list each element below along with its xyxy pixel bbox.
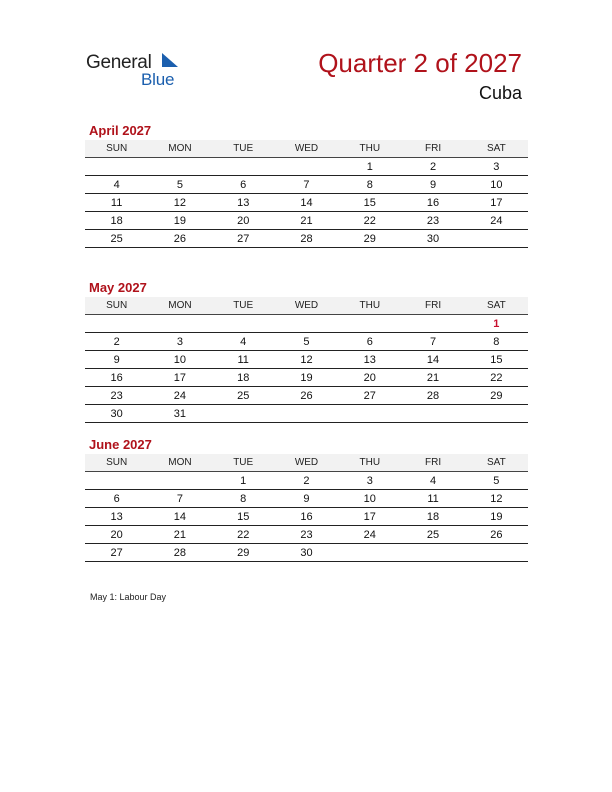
- day-cell: 13: [338, 351, 401, 369]
- weekday-header: THU: [338, 297, 401, 315]
- day-cell: 27: [212, 230, 275, 248]
- day-cell: [401, 315, 464, 333]
- day-cell: 25: [212, 387, 275, 405]
- day-cell: 27: [85, 544, 148, 562]
- day-cell: 7: [148, 490, 211, 508]
- day-cell: 16: [401, 194, 464, 212]
- day-cell: 1: [212, 472, 275, 490]
- day-cell: 6: [85, 490, 148, 508]
- logo-triangle-icon: [160, 52, 180, 70]
- logo-blue-text: Blue: [141, 70, 175, 89]
- day-cell: [148, 472, 211, 490]
- day-cell: 13: [85, 508, 148, 526]
- country-name: Cuba: [478, 83, 522, 103]
- day-cell: 28: [148, 544, 211, 562]
- month-title: May 2027: [89, 280, 147, 295]
- weekday-header: SUN: [85, 297, 148, 315]
- week-row: [85, 472, 528, 490]
- week-row: [85, 490, 528, 508]
- weekday-header: THU: [338, 140, 401, 158]
- day-cell: [148, 315, 211, 333]
- weekday-header: SAT: [465, 297, 528, 315]
- week-row: [85, 508, 528, 526]
- day-cell: 8: [465, 333, 528, 351]
- day-cell: [85, 472, 148, 490]
- generalblue-logo: [86, 50, 186, 90]
- day-cell: 25: [401, 526, 464, 544]
- day-cell: [338, 544, 401, 562]
- weekday-header: WED: [275, 140, 338, 158]
- week-row: [85, 158, 528, 176]
- day-cell: 21: [275, 212, 338, 230]
- day-cell: 4: [85, 176, 148, 194]
- day-cell: 20: [212, 212, 275, 230]
- day-cell: 19: [275, 369, 338, 387]
- day-cell: 15: [465, 351, 528, 369]
- day-cell: [85, 158, 148, 176]
- day-cell: 2: [85, 333, 148, 351]
- month-june: [85, 436, 528, 562]
- day-cell: 17: [148, 369, 211, 387]
- day-cell: 12: [275, 351, 338, 369]
- day-cell: 2: [401, 158, 464, 176]
- day-cell: 14: [148, 508, 211, 526]
- page-title: Quarter 2 of 2027: [318, 48, 522, 78]
- logo-general-text: General: [86, 52, 152, 73]
- day-cell: 29: [338, 230, 401, 248]
- day-cell: 19: [465, 508, 528, 526]
- day-cell: 4: [401, 472, 464, 490]
- day-cell: 30: [401, 230, 464, 248]
- day-cell: 23: [275, 526, 338, 544]
- day-cell: 14: [275, 194, 338, 212]
- calendar-grid: [85, 297, 528, 423]
- month-title: June 2027: [89, 437, 152, 452]
- day-cell: 7: [275, 176, 338, 194]
- day-cell: 18: [212, 369, 275, 387]
- week-row: [85, 369, 528, 387]
- day-cell: [275, 315, 338, 333]
- weekday-header: TUE: [212, 454, 275, 472]
- day-cell: 18: [85, 212, 148, 230]
- week-row: [85, 333, 528, 351]
- day-cell: [275, 158, 338, 176]
- day-cell: 29: [465, 387, 528, 405]
- day-cell: 22: [212, 526, 275, 544]
- week-row: [85, 387, 528, 405]
- day-cell: 11: [212, 351, 275, 369]
- day-cell: 11: [401, 490, 464, 508]
- holiday-note: May 1: Labour Day: [90, 592, 167, 602]
- day-cell: 30: [275, 544, 338, 562]
- day-cell: 26: [275, 387, 338, 405]
- weekday-header: WED: [275, 454, 338, 472]
- day-cell: [212, 405, 275, 423]
- day-cell: 23: [401, 212, 464, 230]
- day-cell: [401, 544, 464, 562]
- day-cell: 8: [338, 176, 401, 194]
- week-row: [85, 544, 528, 562]
- day-cell: 11: [85, 194, 148, 212]
- day-cell: 3: [338, 472, 401, 490]
- weekday-header: SUN: [85, 140, 148, 158]
- month-title: April 2027: [89, 123, 152, 138]
- weekday-header: TUE: [212, 140, 275, 158]
- week-row: [85, 405, 528, 423]
- day-cell: 2: [275, 472, 338, 490]
- day-cell: 8: [212, 490, 275, 508]
- day-cell: 4: [212, 333, 275, 351]
- day-cell: 17: [465, 194, 528, 212]
- day-cell: 1: [338, 158, 401, 176]
- day-cell: 24: [465, 212, 528, 230]
- day-cell: 7: [401, 333, 464, 351]
- day-cell: [338, 405, 401, 423]
- day-cell: 9: [401, 176, 464, 194]
- day-cell: [465, 230, 528, 248]
- day-cell: 27: [338, 387, 401, 405]
- day-cell: 26: [465, 526, 528, 544]
- day-cell: 28: [401, 387, 464, 405]
- day-cell: [212, 315, 275, 333]
- weekday-header: MON: [148, 454, 211, 472]
- day-cell: 21: [148, 526, 211, 544]
- day-cell: 12: [148, 194, 211, 212]
- day-cell: 24: [338, 526, 401, 544]
- week-row: [85, 526, 528, 544]
- day-cell: 22: [338, 212, 401, 230]
- day-cell: [85, 315, 148, 333]
- day-cell: 30: [85, 405, 148, 423]
- day-cell: 29: [212, 544, 275, 562]
- month-april: [85, 122, 528, 248]
- day-cell: 10: [148, 351, 211, 369]
- day-cell: 3: [148, 333, 211, 351]
- weekday-header: FRI: [401, 140, 464, 158]
- day-cell: 19: [148, 212, 211, 230]
- day-cell: 16: [275, 508, 338, 526]
- day-cell: 5: [275, 333, 338, 351]
- day-cell: 16: [85, 369, 148, 387]
- day-cell: 25: [85, 230, 148, 248]
- day-cell: [465, 544, 528, 562]
- week-row: [85, 194, 528, 212]
- day-cell: 13: [212, 194, 275, 212]
- day-cell: [148, 158, 211, 176]
- day-cell: 15: [212, 508, 275, 526]
- day-cell: 23: [85, 387, 148, 405]
- day-cell: 22: [465, 369, 528, 387]
- day-cell: 6: [212, 176, 275, 194]
- day-cell: [465, 405, 528, 423]
- day-cell: 10: [338, 490, 401, 508]
- day-cell: 9: [85, 351, 148, 369]
- month-may: [85, 279, 528, 423]
- weekday-header: SAT: [465, 140, 528, 158]
- day-cell: 1: [465, 315, 528, 333]
- day-cell: 6: [338, 333, 401, 351]
- day-cell: 21: [401, 369, 464, 387]
- week-row: [85, 230, 528, 248]
- day-cell: 10: [465, 176, 528, 194]
- day-cell: 5: [465, 472, 528, 490]
- weekday-header: FRI: [401, 297, 464, 315]
- day-cell: 20: [85, 526, 148, 544]
- day-cell: [401, 405, 464, 423]
- day-cell: 17: [338, 508, 401, 526]
- weekday-header: TUE: [212, 297, 275, 315]
- day-cell: [212, 158, 275, 176]
- day-cell: [338, 315, 401, 333]
- weekday-header: SUN: [85, 454, 148, 472]
- week-row: [85, 176, 528, 194]
- calendar-grid: [85, 454, 528, 562]
- weekday-header: WED: [275, 297, 338, 315]
- day-cell: 24: [148, 387, 211, 405]
- day-cell: 18: [401, 508, 464, 526]
- weekday-header: FRI: [401, 454, 464, 472]
- week-row: [85, 315, 528, 333]
- day-cell: 3: [465, 158, 528, 176]
- weekday-header: SAT: [465, 454, 528, 472]
- day-cell: [275, 405, 338, 423]
- day-cell: 15: [338, 194, 401, 212]
- day-cell: 31: [148, 405, 211, 423]
- weekday-header: THU: [338, 454, 401, 472]
- day-cell: 5: [148, 176, 211, 194]
- weekday-header: MON: [148, 140, 211, 158]
- day-cell: 28: [275, 230, 338, 248]
- day-cell: 20: [338, 369, 401, 387]
- week-row: [85, 212, 528, 230]
- week-row: [85, 351, 528, 369]
- day-cell: 9: [275, 490, 338, 508]
- day-cell: 12: [465, 490, 528, 508]
- holiday-notes: [90, 592, 166, 602]
- calendar-grid: [85, 140, 528, 248]
- day-cell: 14: [401, 351, 464, 369]
- day-cell: 26: [148, 230, 211, 248]
- weekday-header: MON: [148, 297, 211, 315]
